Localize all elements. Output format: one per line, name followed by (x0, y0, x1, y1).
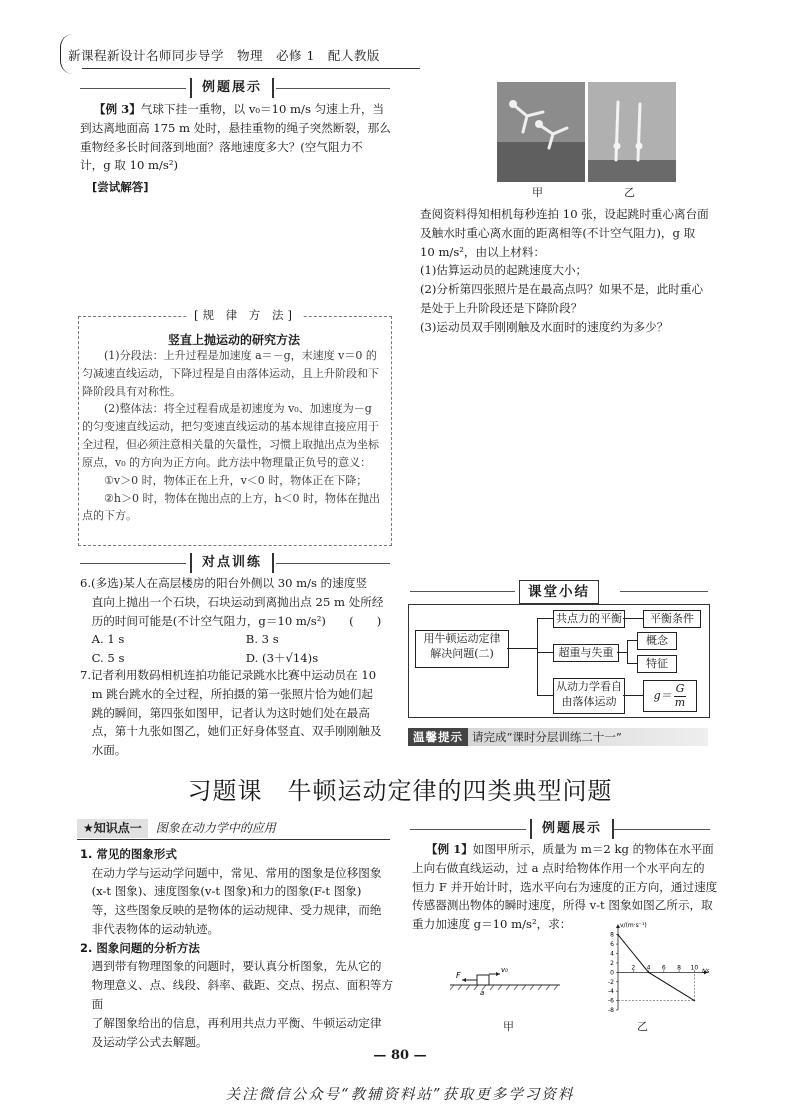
vt-y-tick-label: -4 (608, 988, 614, 996)
example3-section-label: 例题展示 (190, 78, 274, 98)
summary-root-line-1: 用牛顿运动定律 (423, 632, 501, 645)
diving-photo-b (588, 82, 676, 182)
example1-label: 【例 1】 (425, 842, 473, 856)
knowledge-p1-line-3: 等，这些图象反映的是物体的运动规律、受力规律，而绝 (91, 903, 382, 918)
photo-caption-a: 甲 (532, 186, 543, 199)
example1-line-5: 重力加速度 g＝10 m/s²，求： (412, 917, 572, 932)
example3-line-4: 计，g 取 10 m/s²) (80, 158, 179, 173)
summary-rule-left (410, 591, 515, 592)
knowledge-point-title: 图象在动力学中的应用 (155, 821, 276, 835)
try-answer-label: [尝试解答] (92, 180, 149, 194)
summary-node-feature: 特征 (637, 655, 677, 673)
summary-formula (643, 680, 697, 712)
summary-node-equilibrium: 共点力的平衡 (553, 610, 625, 628)
example3-rule-right (276, 88, 390, 89)
knowledge-p2-line-4: 及运动学公式去解题。 (91, 1034, 208, 1049)
vt-y-tick-label: 0 (610, 969, 614, 977)
vt-chart (594, 918, 724, 1018)
law-para-3: ①v＞0 时，物体正在上升，v＜0 时，物体正在下降； (104, 473, 368, 487)
vt-x-tick-label: 6 (661, 964, 666, 972)
example3-question (80, 100, 392, 175)
example3-line-2: 到达离地面高 175 m 处时，悬挂重物的绳子突然断裂，那么 (80, 120, 391, 135)
example1-line-3: 恒力 F 并开始计时，选水平向右为速度的正方向，通过速度 (412, 879, 718, 894)
q7c-line-3: 10 m/s²，由以上材料： (420, 244, 546, 259)
q6-option-c[interactable]: C. 5 s (91, 651, 125, 666)
example3-label: 【例 3】 (93, 102, 141, 116)
q6-line-3: 历的时间可能是(不计空气阻力，g＝10 m/s²) ( ) (91, 613, 382, 628)
formula-numerator: G (675, 682, 685, 696)
vt-series-line (618, 935, 694, 1001)
question-7-continued (420, 205, 740, 336)
connector-root (507, 648, 537, 649)
summary-node-concept: 概念 (637, 632, 677, 650)
example1-line-1: 如图甲所示，质量为 m＝2 kg 的物体在水平面 (472, 842, 714, 856)
page-number-value: 80 (390, 1048, 410, 1063)
diving-photo-a-figure (497, 82, 585, 182)
formula-left: g＝ (653, 689, 672, 703)
ground-line (450, 985, 560, 990)
vt-ylabel: v/(m·s⁻¹) (620, 922, 647, 929)
diving-photo-b-figure (588, 82, 676, 182)
law-para-2: (2)整体法：将全过程看成是初速度为 v₀、加速度为－g 的匀变速直线运动，把匀变速直线运动的基本规律直接应用于全过程，但必须注意相关量的矢量性，习惯上取抛出点为坐标原点，v₀ 的方向为正方向。此方法中物理量正负号的意义： (82, 402, 379, 469)
q7c-line-2: 及触水时重心离水面的距离相等(不计空气阻力)，g 取 (420, 225, 696, 240)
example1-section-label: 例题展示 (530, 819, 614, 839)
example3-line-1: 气球下挂一重物，以 v₀＝10 m/s 匀速上升，当 (140, 102, 385, 116)
connector-branch-1 (537, 618, 553, 619)
knowledge-point-label: ★知识点一 (77, 819, 148, 838)
photo-caption-b: 乙 (624, 186, 635, 199)
footer-promo: 关注微信公众号“教辅资料站”获取更多学习资料 (225, 1087, 575, 1103)
example1-rule-right (614, 829, 710, 830)
knowledge-p2-line-3: 了解图象给出的信息，再利用共点力平衡、牛顿运动定律 (91, 1015, 382, 1030)
summary-node-overweight: 超重与失重 (553, 644, 619, 662)
example1-line-2: 上向右做直线运动，过 a 点时给物体作用一个水平向左的 (412, 860, 705, 875)
summary-root-node (415, 630, 509, 668)
velocity-arrow-head (496, 972, 500, 976)
q7c-line-1: 查阅资料得知相机每秒连拍 10 张，设起跳时重心离台面 (420, 207, 709, 221)
practice-rule-left (80, 563, 186, 564)
vt-y-tick-label: 4 (610, 950, 614, 958)
law-method-heading: 竖直上抛运动的研究方法 (167, 333, 300, 347)
knowledge-p1-line-2: (x-t 图象)、速度图象(v-t 图象)和力的图象(F-t 图象) (91, 884, 362, 899)
connector-freefall (623, 695, 643, 696)
knowledge-content (80, 845, 398, 1051)
q7c-line-7: (3)运动员双手刚刚触及水面时的速度约为多少？ (420, 319, 669, 334)
knowledge-p2-line-2: 物理意义、点、线段、斜率、截距、交点、拐点、面积等方面 (91, 978, 394, 1011)
q7c-line-4: (1)估算运动员的起跳速度大小； (420, 263, 588, 278)
law-para-4: ②h＞0 时，物体在抛出点的上方，h＜0 时，物体在抛出点的下方。 (82, 491, 381, 523)
knowledge-p1-line-4: 非代表物体的运动轨迹。 (91, 921, 220, 936)
lesson-title: 习题课 牛顿运动定律的四类典型问题 (187, 777, 613, 805)
vt-x-tick-label: 4 (646, 964, 651, 972)
q7c-line-5: (2)分析第四张照片是在最高点吗？如果不是，此时重心 (420, 282, 704, 297)
connector-concept (627, 640, 637, 641)
vt-y-tick-label: 8 (610, 931, 614, 939)
example3-rule-left (80, 88, 186, 89)
q6-option-b[interactable]: B. 3 s (245, 632, 279, 647)
vt-series-point (617, 934, 619, 936)
summary-rule-right (620, 591, 708, 592)
force-label: F (456, 971, 461, 980)
v0-label: v₀ (501, 966, 508, 974)
block (477, 975, 489, 985)
q7-line-5: 水面。 (91, 743, 127, 758)
vt-y-tick-label: 6 (610, 941, 614, 949)
practice-rule-right (276, 563, 390, 564)
point-a-label: a (480, 989, 485, 997)
q7-line-1: 7.记者利用数码相机连拍功能记录跳水比赛中运动员在 10 (80, 668, 377, 682)
connector-branch-2 (537, 652, 553, 653)
connector-feature (627, 663, 637, 664)
warm-tip-text: 请完成“课时分层训练二十一” (472, 730, 622, 744)
vt-xlabel: t/s (702, 968, 710, 975)
connector-equilibrium (623, 618, 643, 619)
q6-line-2: 直向上抛出一个石块，石块运动到离抛出点 25 m 处所经 (91, 594, 384, 609)
q7-line-4: 点，第十九张如图乙，她们正好身体竖直、双手刚刚触及 (91, 724, 382, 739)
warm-tip-bar (408, 728, 708, 746)
summary-node-freefall (553, 678, 625, 714)
knowledge-p2-line-1: 遇到带有物理图象的问题时，要认真分析图象，先从它的 (91, 959, 382, 974)
summary-root-line-2: 解决问题(二) (430, 647, 494, 661)
header-title: 新课程新设计名师同步导学 物理 必修 1 配人教版 (68, 48, 380, 63)
page-number: — 80 — (373, 1048, 427, 1063)
law-para-1: (1)分段法：上升过程是加速度 a＝－g，末速度 v＝0 的匀减速直线运动，下降过程是自由落体运动，且上升阶段和下降阶段具有对称性。 (82, 349, 379, 398)
summary-freefall-line-1: 从动力学看自 (556, 680, 622, 693)
knowledge-point-bar (77, 819, 390, 840)
summary-node-condition: 平衡条件 (643, 610, 701, 628)
summary-title: 课堂小结 (519, 580, 599, 604)
vt-y-tick-label: -6 (608, 997, 614, 1005)
vt-series-point (648, 972, 650, 974)
q7-line-2: m 跳台跳水的全过程，所拍摄的第一张照片恰为她们起 (91, 686, 373, 701)
practice-section-label: 对点训练 (190, 553, 274, 573)
vt-x-tick-label: 2 (631, 964, 636, 972)
question-6 (80, 574, 400, 668)
knowledge-heading-1: 1. 常见的图象形式 (80, 847, 177, 861)
q6-line-1: 6.(多选)某人在高层楼房的阳台外侧以 30 m/s 的速度竖 (80, 576, 368, 590)
warm-tip-label: 温馨提示 (408, 728, 468, 746)
law-method-text (82, 347, 386, 525)
q7c-line-6: 是处于上升阶段还是下降阶段？ (420, 300, 583, 315)
header-rule (82, 68, 420, 69)
example1-line-4: 传感器测出物体的瞬时速度，所得 v-t 图象如图乙所示，取 (412, 898, 713, 913)
connector-branch-3 (537, 695, 553, 696)
q6-option-a[interactable]: A. 1 s (91, 632, 125, 647)
figure-block-diagram (450, 960, 560, 1000)
diving-photo-a (497, 82, 585, 182)
vt-x-tick-label: 8 (677, 964, 682, 972)
vt-y-tick-label: -2 (608, 978, 614, 986)
example3-line-3: 重物经多长时间落到地面？落地速度多大？(空气阻力不 (80, 139, 363, 154)
question-7 (80, 666, 400, 760)
vt-y-tick-label: -8 (608, 1007, 614, 1014)
example1-rule-left (410, 829, 526, 830)
force-arrow-head (462, 978, 466, 982)
q6-option-d[interactable]: D. (3＋√14)s (245, 651, 319, 666)
figure-caption-a: 甲 (503, 1020, 514, 1033)
knowledge-heading-2: 2. 图象问题的分析方法 (80, 940, 200, 955)
summary-freefall-line-2: 由落体运动 (561, 695, 617, 709)
knowledge-p1-line-1: 在动力学与运动学问题中，常见、常用的图象是位移图象 (91, 865, 382, 880)
formula-denominator: m (674, 695, 686, 709)
connector-trunk (537, 618, 538, 695)
vt-y-tick-label: 2 (610, 959, 614, 967)
connector-overweight (617, 652, 627, 653)
figure-caption-b: 乙 (637, 1020, 648, 1033)
law-method-tag: [规 律 方 法] (188, 306, 302, 325)
vt-x-tick-label: 10 (690, 964, 699, 972)
q7-line-3: 跳的瞬间，第四张如图甲，记者认为这时她们处在最高 (91, 705, 370, 720)
connector-overweight-fork (627, 640, 628, 663)
